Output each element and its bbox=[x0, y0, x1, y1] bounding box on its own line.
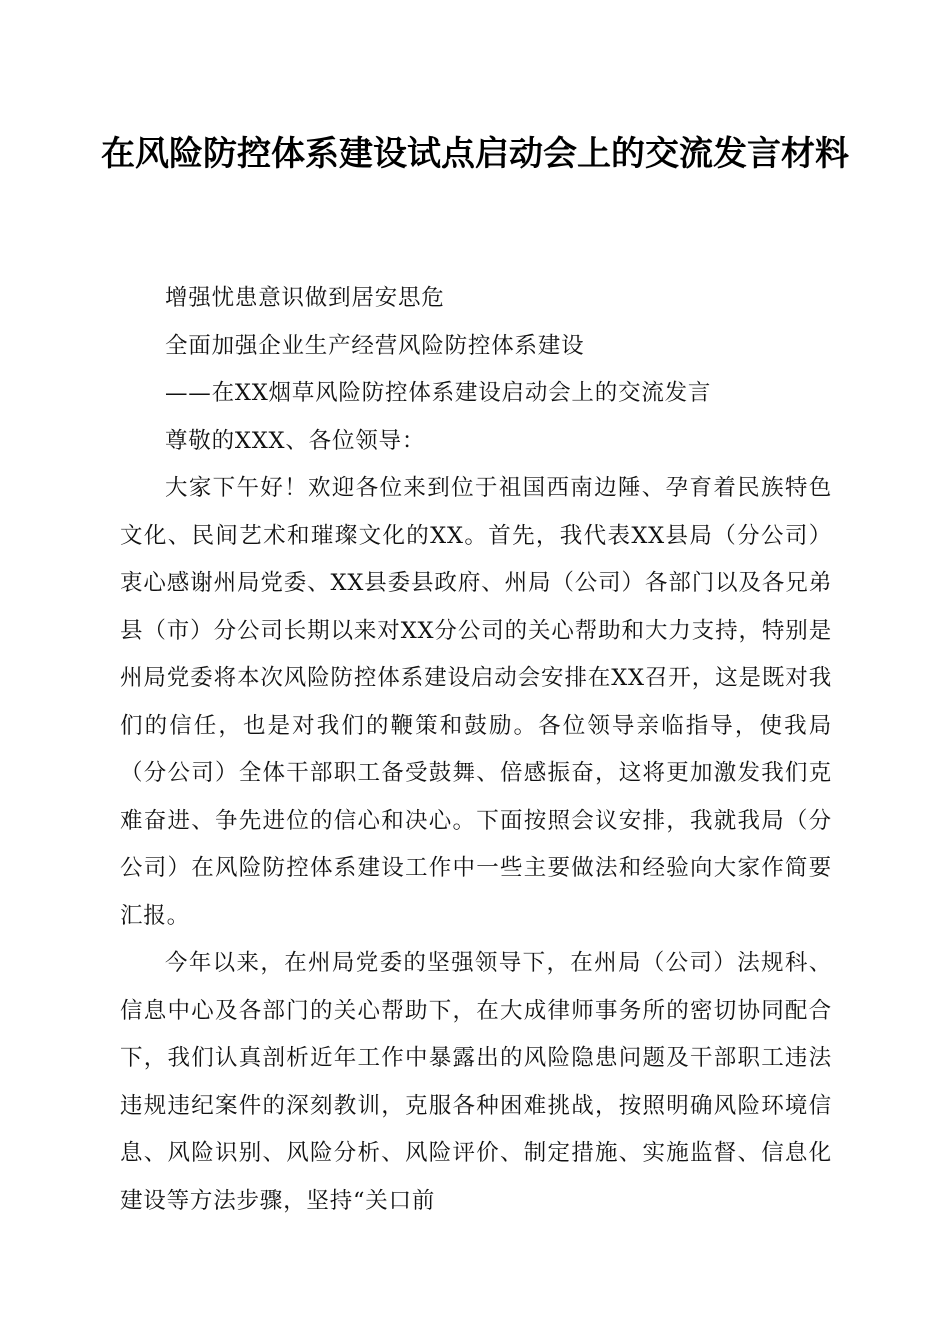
subtitle-line-3: ——在XX烟草风险防控体系建设启动会上的交流发言 bbox=[165, 380, 712, 406]
salutation: 尊敬的XXX、各位领导： bbox=[165, 427, 426, 454]
document-body bbox=[120, 275, 832, 1225]
subtitle-line-2: 全面加强企业生产经营风险防控体系建设 bbox=[165, 332, 585, 359]
body-paragraph: 大家下午好！欢迎各位来到位于祖国西南边陲、孕育着民族特色文化、民间艺术和璀璨文化的XX。首先，我代表XX县局（分公司）衷心感谢州局党委、XX县委县政府、州局（公司）各部门以及各兄弟县（市）分公司长期以来对XX分公司的关心帮助和大力支持，特别是州局党委将本次风险防控体系建设启动会安排在XX召开，这是既对我们的信任，也是对我们的鞭策和鼓励。各位领导亲临指导，使我局（分公司）全体干部职工备受鼓舞、倍感振奋，这将更加激发我们克难奋进、争先进位的信心和决心。下面按照会议安排，我就我局（分公司）在风险防控体系建设工作中一些主要做法和经验向大家作简要汇报。 bbox=[120, 475, 832, 929]
body-paragraph: 今年以来，在州局党委的坚强领导下，在州局（公司）法规科、信息中心及各部门的关心帮助下，在大成律师事务所的密切协同配合下，我们认真剖析近年工作中暴露出的风险隐患问题及干部职工违法违规违纪案件的深刻教训，克服各种困难挑战，按照明确风险环境信息、风险识别、风险分析、风险评价、制定措施、实施监督、信息化建设等方法步骤，坚持“关口前 bbox=[120, 950, 832, 1214]
subtitle-line-1: 增强忧患意识做到居安思危 bbox=[165, 285, 445, 311]
document-title: 在风险防控体系建设试点启动会上的交流发言材料 bbox=[101, 134, 849, 174]
